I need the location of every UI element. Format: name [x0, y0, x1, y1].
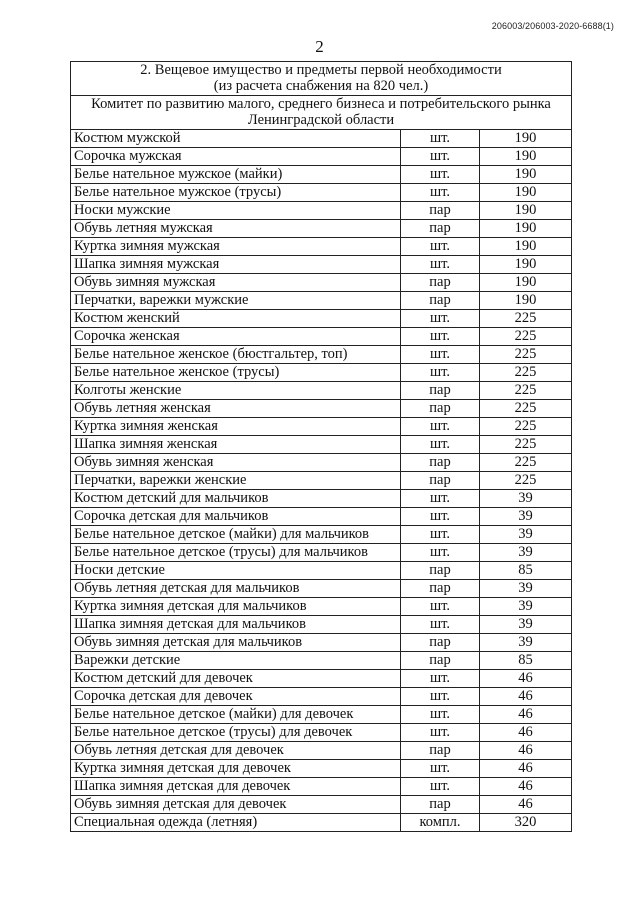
- item-qty-cell: 190: [480, 202, 572, 220]
- table-row: [71, 652, 572, 670]
- item-qty-cell: 46: [480, 724, 572, 742]
- table-row: [71, 544, 572, 562]
- item-name-cell: Перчатки, варежки женские: [71, 472, 401, 490]
- table-row: [71, 490, 572, 508]
- item-name-cell: Сорочка мужская: [71, 148, 401, 166]
- table-row: [71, 598, 572, 616]
- table-row: [71, 364, 572, 382]
- item-name-cell: Куртка зимняя мужская: [71, 238, 401, 256]
- item-name-cell: Обувь летняя детская для мальчиков: [71, 580, 401, 598]
- item-qty-cell: 190: [480, 238, 572, 256]
- item-name-cell: Куртка зимняя детская для девочек: [71, 760, 401, 778]
- item-qty-cell: 46: [480, 670, 572, 688]
- item-unit-cell: шт.: [401, 688, 480, 706]
- table-row: [71, 418, 572, 436]
- section-title-cell: [71, 62, 572, 96]
- committee-row: [71, 96, 572, 130]
- item-qty-cell: 225: [480, 346, 572, 364]
- table-row: [71, 328, 572, 346]
- item-qty-cell: 190: [480, 256, 572, 274]
- table-row: [71, 508, 572, 526]
- item-name-cell: Белье нательное женское (трусы): [71, 364, 401, 382]
- item-qty-cell: 46: [480, 706, 572, 724]
- item-name-cell: Перчатки, варежки мужские: [71, 292, 401, 310]
- page-number: 2: [315, 37, 324, 56]
- item-name-cell: Шапка зимняя мужская: [71, 256, 401, 274]
- item-name-cell: Костюм детский для мальчиков: [71, 490, 401, 508]
- item-name-cell: Шапка зимняя детская для мальчиков: [71, 616, 401, 634]
- item-qty-cell: 225: [480, 364, 572, 382]
- item-name-cell: Куртка зимняя детская для мальчиков: [71, 598, 401, 616]
- item-name-cell: Варежки детские: [71, 652, 401, 670]
- item-qty-cell: 39: [480, 526, 572, 544]
- document-id: 206003/206003-2020-6688(1): [491, 21, 614, 31]
- section-title-row: [71, 62, 572, 96]
- table-row: [71, 688, 572, 706]
- item-name-cell: Специальная одежда (летняя): [71, 814, 401, 832]
- table-row: [71, 454, 572, 472]
- item-unit-cell: шт.: [401, 238, 480, 256]
- supply-table-body: [71, 62, 572, 832]
- item-unit-cell: пар: [401, 742, 480, 760]
- item-unit-cell: шт.: [401, 598, 480, 616]
- item-qty-cell: 190: [480, 148, 572, 166]
- table-row: [71, 202, 572, 220]
- item-name-cell: Белье нательное женское (бюстгальтер, топ): [71, 346, 401, 364]
- table-row: [71, 742, 572, 760]
- item-name-cell: Белье нательное мужское (майки): [71, 166, 401, 184]
- item-qty-cell: 190: [480, 130, 572, 148]
- table-row: [71, 274, 572, 292]
- item-unit-cell: пар: [401, 796, 480, 814]
- item-unit-cell: компл.: [401, 814, 480, 832]
- item-name-cell: Колготы женские: [71, 382, 401, 400]
- item-unit-cell: шт.: [401, 508, 480, 526]
- item-unit-cell: шт.: [401, 616, 480, 634]
- item-unit-cell: пар: [401, 454, 480, 472]
- item-qty-cell: 225: [480, 472, 572, 490]
- item-unit-cell: пар: [401, 382, 480, 400]
- item-unit-cell: шт.: [401, 166, 480, 184]
- item-unit-cell: пар: [401, 292, 480, 310]
- committee-line1: Комитет по развитию малого, среднего бизнеса и потребительского рынка: [91, 96, 551, 112]
- item-qty-cell: 46: [480, 760, 572, 778]
- table-row: [71, 580, 572, 598]
- item-name-cell: Шапка зимняя детская для девочек: [71, 778, 401, 796]
- item-qty-cell: 39: [480, 490, 572, 508]
- item-qty-cell: 320: [480, 814, 572, 832]
- table-row: [71, 220, 572, 238]
- item-unit-cell: шт.: [401, 544, 480, 562]
- table-row: [71, 760, 572, 778]
- item-unit-cell: пар: [401, 274, 480, 292]
- item-unit-cell: шт.: [401, 436, 480, 454]
- table-row: [71, 184, 572, 202]
- item-qty-cell: 46: [480, 688, 572, 706]
- table-row: [71, 616, 572, 634]
- item-unit-cell: шт.: [401, 310, 480, 328]
- item-qty-cell: 225: [480, 436, 572, 454]
- item-unit-cell: шт.: [401, 778, 480, 796]
- item-unit-cell: пар: [401, 634, 480, 652]
- item-unit-cell: шт.: [401, 490, 480, 508]
- table-row: [71, 400, 572, 418]
- table-row: [71, 526, 572, 544]
- table-row: [71, 706, 572, 724]
- table-row: [71, 310, 572, 328]
- item-unit-cell: шт.: [401, 256, 480, 274]
- item-qty-cell: 46: [480, 778, 572, 796]
- item-name-cell: Куртка зимняя женская: [71, 418, 401, 436]
- item-unit-cell: шт.: [401, 724, 480, 742]
- item-name-cell: Обувь летняя женская: [71, 400, 401, 418]
- item-name-cell: Белье нательное детское (майки) для девочек: [71, 706, 401, 724]
- item-name-cell: Обувь зимняя детская для девочек: [71, 796, 401, 814]
- table-row: [71, 256, 572, 274]
- item-qty-cell: 225: [480, 310, 572, 328]
- item-unit-cell: шт.: [401, 418, 480, 436]
- item-unit-cell: шт.: [401, 526, 480, 544]
- item-name-cell: Сорочка женская: [71, 328, 401, 346]
- item-qty-cell: 190: [480, 166, 572, 184]
- item-qty-cell: 190: [480, 184, 572, 202]
- table-row: [71, 796, 572, 814]
- item-unit-cell: шт.: [401, 670, 480, 688]
- table-row: [71, 130, 572, 148]
- item-unit-cell: шт.: [401, 148, 480, 166]
- item-unit-cell: пар: [401, 562, 480, 580]
- item-unit-cell: шт.: [401, 364, 480, 382]
- item-unit-cell: пар: [401, 220, 480, 238]
- item-qty-cell: 39: [480, 598, 572, 616]
- table-row: [71, 778, 572, 796]
- item-qty-cell: 39: [480, 544, 572, 562]
- item-name-cell: Сорочка детская для мальчиков: [71, 508, 401, 526]
- item-qty-cell: 39: [480, 580, 572, 598]
- item-qty-cell: 46: [480, 742, 572, 760]
- item-qty-cell: 190: [480, 220, 572, 238]
- table-row: [71, 346, 572, 364]
- item-name-cell: Носки детские: [71, 562, 401, 580]
- item-name-cell: Обувь зимняя мужская: [71, 274, 401, 292]
- item-name-cell: Белье нательное детское (майки) для мальчиков: [71, 526, 401, 544]
- item-unit-cell: пар: [401, 472, 480, 490]
- item-name-cell: Белье нательное мужское (трусы): [71, 184, 401, 202]
- item-unit-cell: шт.: [401, 130, 480, 148]
- item-qty-cell: 190: [480, 274, 572, 292]
- item-qty-cell: 225: [480, 400, 572, 418]
- item-qty-cell: 39: [480, 634, 572, 652]
- table-row: [71, 238, 572, 256]
- item-unit-cell: пар: [401, 652, 480, 670]
- item-qty-cell: 39: [480, 508, 572, 526]
- section-title-line1: 2. Вещевое имущество и предметы первой необходимости: [140, 62, 502, 78]
- item-name-cell: Костюм женский: [71, 310, 401, 328]
- item-qty-cell: 46: [480, 796, 572, 814]
- item-name-cell: Обувь летняя мужская: [71, 220, 401, 238]
- item-qty-cell: 225: [480, 418, 572, 436]
- table-row: [71, 292, 572, 310]
- item-qty-cell: 225: [480, 382, 572, 400]
- item-unit-cell: пар: [401, 580, 480, 598]
- item-qty-cell: 225: [480, 454, 572, 472]
- committee-cell: [71, 96, 572, 130]
- table-row: [71, 670, 572, 688]
- table-row: [71, 166, 572, 184]
- item-name-cell: Обувь зимняя женская: [71, 454, 401, 472]
- supply-table: [70, 61, 572, 832]
- item-unit-cell: пар: [401, 202, 480, 220]
- table-row: [71, 634, 572, 652]
- table-row: [71, 562, 572, 580]
- item-unit-cell: шт.: [401, 346, 480, 364]
- table-row: [71, 382, 572, 400]
- item-qty-cell: 85: [480, 562, 572, 580]
- table-row: [71, 814, 572, 832]
- item-name-cell: Сорочка детская для девочек: [71, 688, 401, 706]
- item-unit-cell: шт.: [401, 760, 480, 778]
- item-name-cell: Носки мужские: [71, 202, 401, 220]
- item-name-cell: Костюм детский для девочек: [71, 670, 401, 688]
- table-row: [71, 148, 572, 166]
- item-unit-cell: пар: [401, 400, 480, 418]
- item-name-cell: Белье нательное детское (трусы) для девочек: [71, 724, 401, 742]
- item-name-cell: Обувь зимняя детская для мальчиков: [71, 634, 401, 652]
- item-name-cell: Белье нательное детское (трусы) для мальчиков: [71, 544, 401, 562]
- item-unit-cell: шт.: [401, 328, 480, 346]
- item-name-cell: Шапка зимняя женская: [71, 436, 401, 454]
- table-row: [71, 724, 572, 742]
- item-name-cell: Обувь летняя детская для девочек: [71, 742, 401, 760]
- section-title-line2: (из расчета снабжения на 820 чел.): [213, 77, 429, 94]
- item-qty-cell: 85: [480, 652, 572, 670]
- item-qty-cell: 39: [480, 616, 572, 634]
- committee-line2: Ленинградской области: [247, 111, 395, 128]
- item-name-cell: Костюм мужской: [71, 130, 401, 148]
- table-row: [71, 436, 572, 454]
- item-qty-cell: 190: [480, 292, 572, 310]
- item-unit-cell: шт.: [401, 706, 480, 724]
- table-row: [71, 472, 572, 490]
- item-unit-cell: шт.: [401, 184, 480, 202]
- item-qty-cell: 225: [480, 328, 572, 346]
